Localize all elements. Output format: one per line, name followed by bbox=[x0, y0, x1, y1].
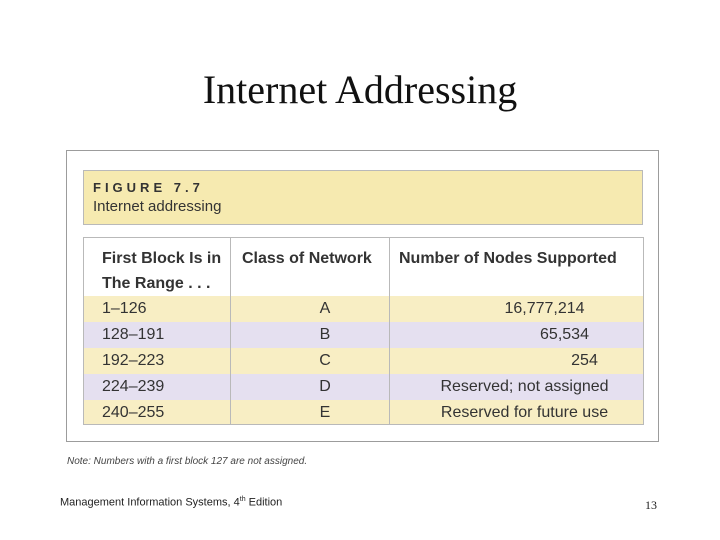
class-cell: C bbox=[319, 352, 331, 369]
table-note: Note: Numbers with a first block 127 are not assigned. bbox=[67, 456, 308, 467]
nodes-cell: Reserved; not assigned bbox=[440, 378, 609, 395]
range-cell: 240–255 bbox=[102, 404, 165, 421]
class-cell: D bbox=[319, 378, 331, 395]
nodes-cell: 65,534 bbox=[540, 326, 589, 343]
figure-panel bbox=[66, 150, 659, 442]
range-cell: 224–239 bbox=[102, 378, 165, 395]
nodes-cell: 16,777,214 bbox=[504, 300, 585, 317]
range-cell: 128–191 bbox=[102, 326, 165, 343]
table-row bbox=[84, 348, 644, 374]
column-divider bbox=[389, 238, 390, 425]
table-row bbox=[84, 374, 644, 400]
class-cell: B bbox=[319, 326, 331, 343]
range-cell: 1–126 bbox=[102, 300, 147, 317]
footer-course-suffix: Edition bbox=[245, 496, 283, 509]
page-number: 13 bbox=[645, 498, 657, 512]
footer-course-sup: th bbox=[239, 496, 246, 503]
figure-caption: Internet addressing bbox=[93, 198, 222, 215]
column-divider bbox=[230, 238, 231, 425]
table-row bbox=[84, 322, 644, 348]
nodes-cell: 254 bbox=[571, 352, 598, 369]
footer-course bbox=[60, 496, 282, 509]
table-row bbox=[84, 400, 644, 425]
column-header-range: First Block Is in The Range . . . bbox=[102, 250, 222, 292]
column-header-nodes: Number of Nodes Supported bbox=[399, 250, 617, 267]
nodes-cell: Reserved for future use bbox=[440, 404, 609, 421]
footer-course-prefix: Management Information Systems, 4 bbox=[60, 496, 240, 509]
class-cell: E bbox=[319, 404, 331, 421]
range-cell: 192–223 bbox=[102, 352, 165, 369]
addressing-table bbox=[83, 237, 644, 425]
table-row bbox=[84, 296, 644, 322]
figure-header bbox=[83, 170, 643, 225]
figure-label: FIGURE 7.7 bbox=[93, 180, 204, 195]
class-cell: A bbox=[319, 300, 331, 317]
table-header-row bbox=[84, 238, 644, 296]
slide-title: Internet Addressing bbox=[202, 67, 518, 112]
column-header-class: Class of Network bbox=[242, 250, 372, 267]
